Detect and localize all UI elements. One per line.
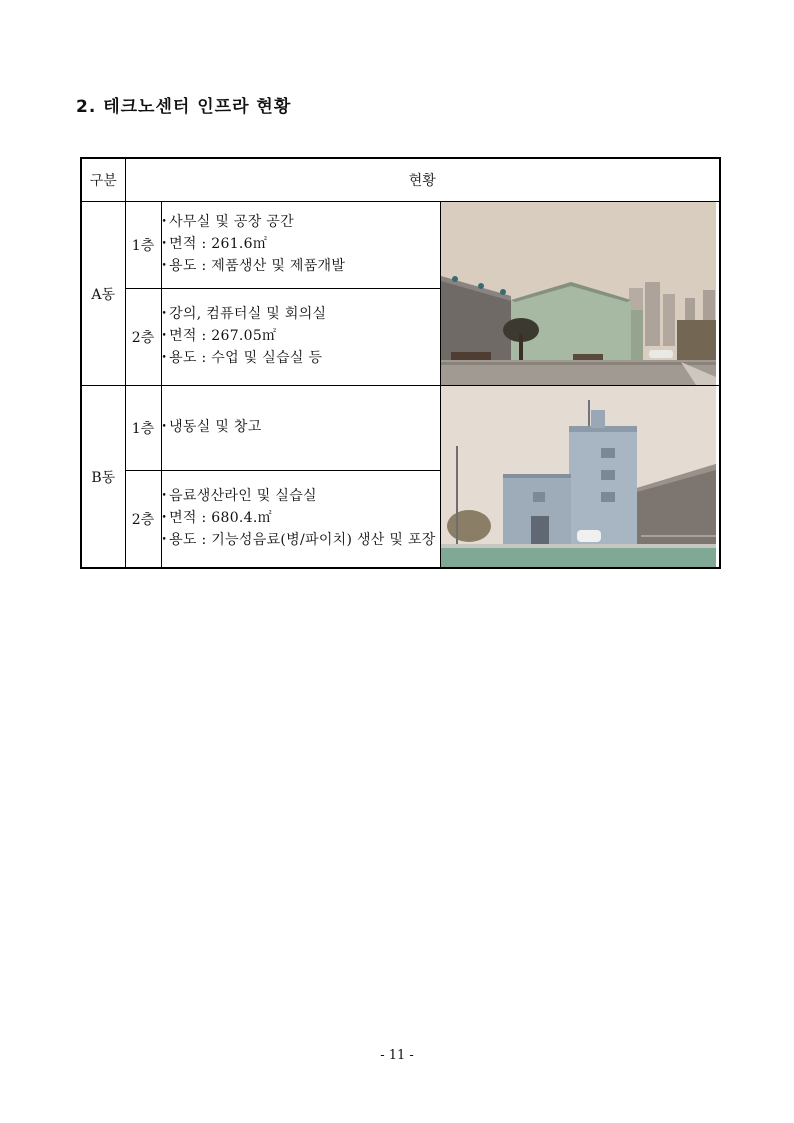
floor-description: [161, 471, 440, 569]
list-item: • 사무실 및 공장 공간: [161, 214, 294, 231]
header-status: 현황: [125, 158, 720, 202]
table-row: [81, 386, 720, 471]
infrastructure-table: [80, 157, 721, 569]
list-item: • 음료생산라인 및 실습실: [161, 488, 317, 504]
floor-label: 2층: [125, 289, 161, 386]
list-item: • 강의, 컴퓨터실 및 회의실: [161, 306, 327, 323]
building-a-image: [441, 202, 716, 385]
building-b-image: [441, 386, 716, 567]
list-item: • 면적 : 261.6㎡: [161, 236, 268, 253]
page-number: - 11 -: [380, 1048, 414, 1063]
table-header-row: [81, 158, 720, 202]
header-category: 구분: [81, 158, 125, 202]
floor-description: [161, 386, 440, 471]
list-item: • 용도 : 수업 및 실습실 등: [161, 350, 323, 367]
section-heading: 2. 테크노센터 인프라 현황: [76, 97, 292, 117]
floor-description: [161, 289, 440, 386]
list-item: • 면적 : 680.4.㎡: [161, 510, 272, 526]
list-item: • 용도 : 제품생산 및 제품개발: [161, 258, 346, 275]
building-a-photo: [440, 202, 720, 386]
list-item: • 면적 : 267.05㎡: [161, 328, 277, 345]
table-row: [81, 202, 720, 289]
building-b-label: B동: [81, 386, 125, 569]
floor-description: [161, 202, 440, 289]
building-b-photo: [440, 386, 720, 569]
list-item: • 용도 : 기능성음료(병/파이치) 생산 및 포장: [161, 532, 436, 548]
floor-label: 1층: [125, 202, 161, 289]
floor-label: 1층: [125, 386, 161, 471]
list-item: • 냉동실 및 창고: [161, 419, 262, 435]
floor-label: 2층: [125, 471, 161, 569]
building-a-label: A동: [81, 202, 125, 386]
